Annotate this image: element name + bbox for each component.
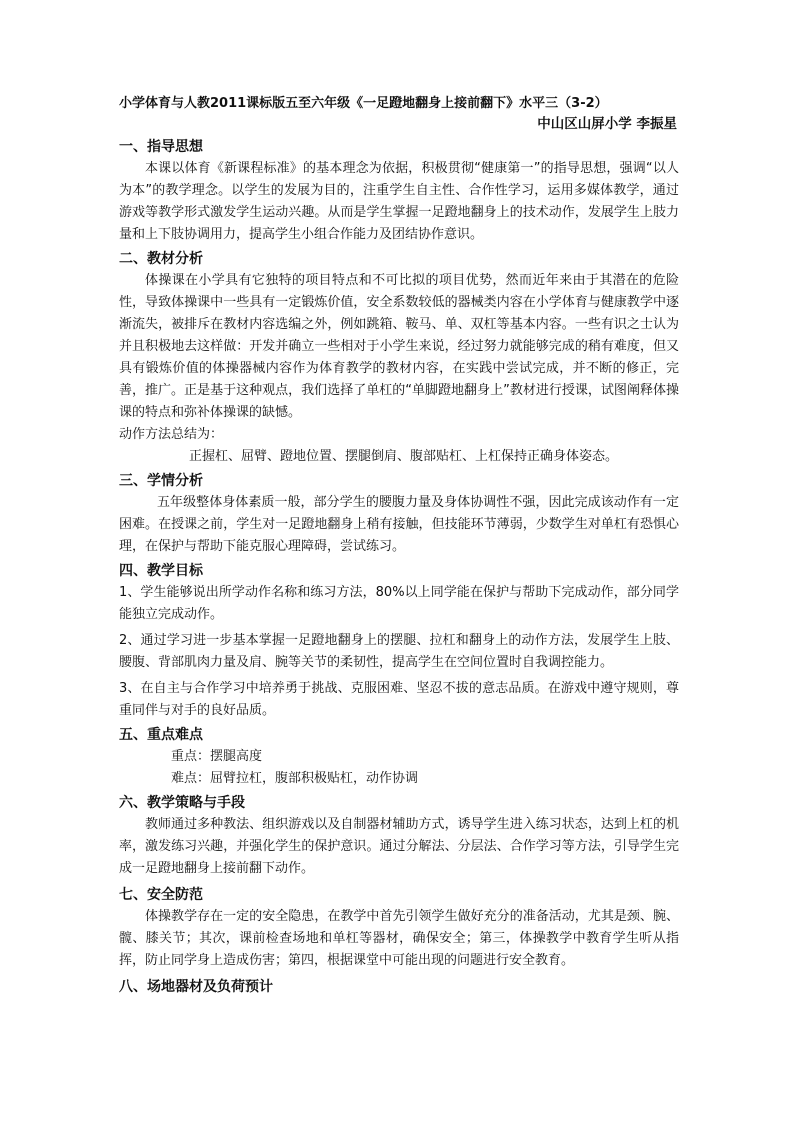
action-summary: 正握杠、屈臂、蹬地位置、摆腿倒肩、腹部贴杠、上杠保持正确身体姿态。	[189, 449, 619, 464]
section-heading-key-points: 五、重点难点	[119, 727, 203, 743]
document-title: 小学体育与人教2011课标版五至六年级《一足蹬地翻身上接前翻下》水平三（3-2）	[119, 96, 608, 111]
section-heading-teaching-goals: 四、教学目标	[119, 563, 203, 579]
goal-item: 1、学生能够说出所学动作名称和练习方法，80%以上同学能在保护与帮助下完成动作，部分同学能独立完成动作。	[119, 585, 679, 622]
section-heading-guiding-ideology: 一、指导思想	[119, 139, 203, 155]
document-author: 中山区山屏小学 李振星	[537, 116, 677, 132]
section-heading-material-analysis: 二、教材分析	[119, 251, 203, 267]
section-paragraph: 本课以体育《新课程标准》的基本理念为依据，积极贯彻“健康第一”的指导思想，强调“以人为本”的教学理念。以学生的发展为目的，注重学生自主性、合作性学习，运用多媒体教学，通过游戏等教学形式激发学生运动兴趣。从而是学生掌握一足蹬地翻身上的技术动作，发展学生上肢力量和上下肢协调用力，提高学生小组合作能力及团结协作意识。	[119, 161, 679, 242]
section-paragraph: 动作方法总结为：	[119, 427, 224, 442]
section-heading-teaching-strategy: 六、教学策略与手段	[119, 795, 245, 811]
goal-item: 2、通过学习进一步基本掌握一足蹬地翻身上的摆腿、拉杠和翻身上的动作方法，发展学生上肢、腰腹、背部肌肉力量及肩、腕等关节的柔韧性，提高学生在空间位置时自我调控能力。	[119, 633, 679, 670]
section-paragraph: 教师通过多种教法、组织游戏以及自制器材辅助方式，诱导学生进入练习状态，达到上杠的机率，激发练习兴趣，并强化学生的保护意识。通过分解法、分层法、合作学习等方法，引导学生完成一足蹬地翻身上接前翻下动作。	[119, 817, 679, 876]
section-paragraph: 体操教学存在一定的安全隐患，在教学中首先引领学生做好充分的准备活动，尤其是颈、腕、髋、膝关节；其次，课前检查场地和单杠等器材，确保安全；第三，体操教学中教育学生听从指挥，防止同学身上造成伤害；第四，根据课堂中可能出现的问题进行安全教育。	[119, 909, 679, 968]
section-heading-equipment-load: 八、场地器材及负荷预计	[119, 979, 273, 995]
section-paragraph: 体操课在小学具有它独特的项目特点和不可比拟的项目优势，然而近年来由于其潜在的危险性，导致体操课中一些具有一定锻炼价值，安全系数较低的器械类内容在小学体育与健康教学中逐渐流失，被排斥在教材内容选编之外，例如跳箱、鞍马、单、双杠等基本内容。一些有识之士认为并且积极地去这样做：开发并确立一些相对于小学生来说，经过努力就能够完成的稍有难度，但又具有锻炼价值的体操器械内容作为体育教学的教材内容，在实践中尝试完成，并不断的修正，完善，推广。正是基于这种观点，我们选择了单杠的“单脚蹬地翻身上”教材进行授课，试图阐释体操课的特点和弥补体操课的缺憾。	[119, 273, 679, 420]
section-heading-student-analysis: 三、学情分析	[119, 473, 203, 489]
section-heading-safety: 七、安全防范	[119, 887, 203, 903]
document-page	[119, 94, 679, 998]
goal-item: 3、在自主与合作学习中培养勇于挑战、克服困难、坚忍不拔的意志品质。在游戏中遵守规则，尊重同伴与对手的良好品质。	[119, 681, 679, 718]
key-point: 重点：摆腿高度	[171, 749, 263, 764]
difficult-point: 难点：屈臂拉杠，腹部积极贴杠，动作协调	[171, 771, 419, 786]
section-paragraph: 五年级整体身体素质一般，部分学生的腰腹力量及身体协调性不强，因此完成该动作有一定困难。在授课之前，学生对一足蹬地翻身上稍有接触，但技能环节薄弱，少数学生对单杠有恐惧心理，在保护与帮助下能克服心理障碍，尝试练习。	[119, 495, 679, 554]
